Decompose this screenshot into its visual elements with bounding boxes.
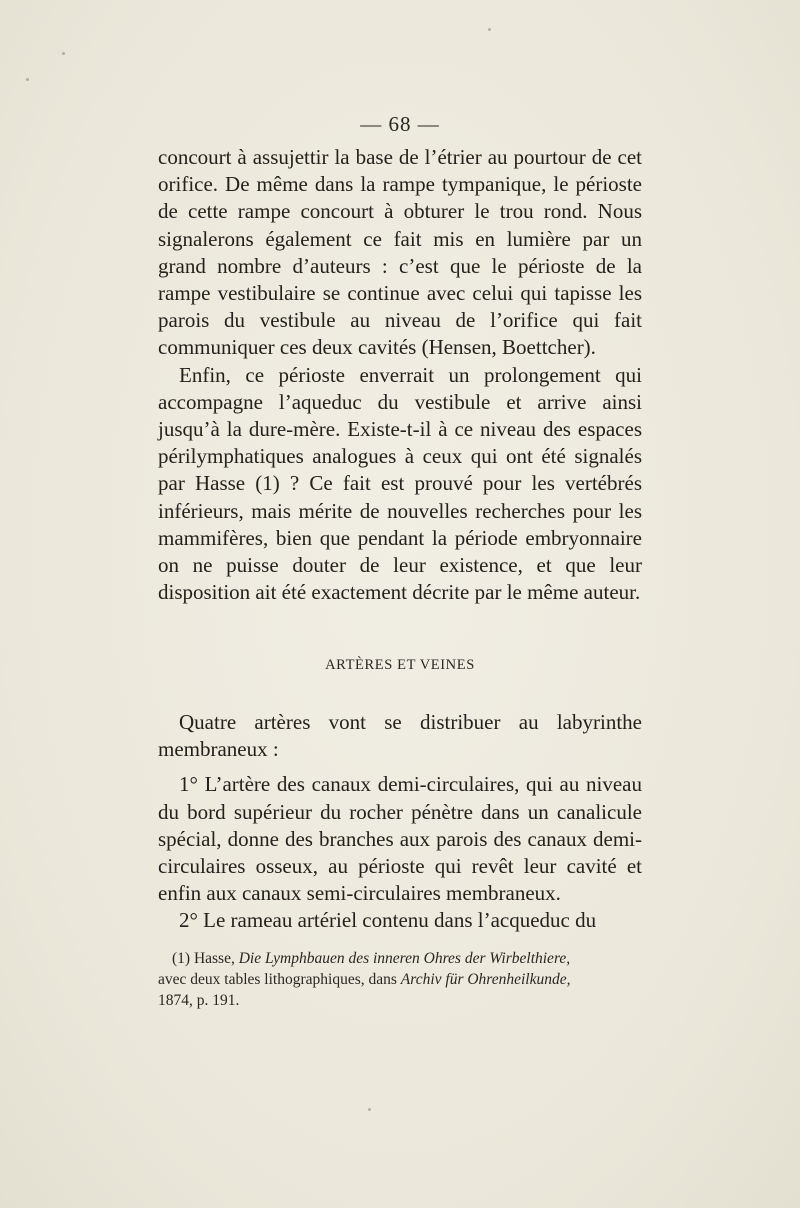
paper-speck [26,78,29,81]
footnote-title: Die Lymphbauen des inneren Ohres der Wirbelthiere, [238,950,571,967]
footnote-line [158,948,642,969]
page-number: — 68 — [360,112,440,136]
footnote-year-page: 1874, p. 191. [158,992,240,1009]
footnote-line [158,969,642,990]
paragraph: 2° Le rameau artériel contenu dans l’acqueduc du [179,908,597,933]
footnote-journal: Archiv für Ohrenheilkunde, [400,971,571,988]
section-heading: ARTÈRES ET VEINES [325,657,475,673]
body-text [158,144,642,606]
paragraph: concourt à assujettir la base de l’étrier au pourtour de cet orifice. De même dans la rampe tympanique, le périoste de cette rampe concourt à obturer le trou rond. Nous signalerons également ce fait mis en lumière par un grand nombre d’auteurs : c’est que le périoste de la rampe vestibulaire se continue avec celui qui tapisse les parois du vestibule au niveau de l’orifice qui fait communiquer ces deux cavités (Hensen, Boettcher). [158,145,642,360]
section-body-text [158,709,642,935]
paragraph: Quatre artères vont se distribuer au labyrinthe membraneux : [158,710,642,762]
footnote [158,948,642,1011]
paper-speck [368,1108,371,1111]
paper-speck [62,52,65,55]
paragraph: 1° L’artère des canaux demi-circulaires, qui au niveau du bord supérieur du rocher pénètre dans un canalicule spécial, donne des branches aux parois des canaux demi-circulaires osseux, au périoste qui revêt leur cavité et enfin aux canaux semi-circulaires membraneux. [158,772,642,906]
footnote-text: avec deux tables lithographiques, dans [158,971,397,988]
paper-speck [488,28,491,31]
paragraph: Enfin, ce périoste enverrait un prolongement qui accompagne l’aqueduc du vestibule et arrive ainsi jusqu’à la dure-mère. Existe-t-il à ce niveau des espaces périlymphatiques analogues à ceux qui ont été signalés par Hasse (1) ? Ce fait est prouvé pour les vertébrés inférieurs, mais mérite de nouvelles recherches pour les mammifères, bien que pendant la période embryonnaire on ne puisse douter de leur existence, et que leur disposition ait été exactement décrite par le même auteur. [158,362,642,605]
footnote-marker: (1) Hasse, [172,950,235,967]
